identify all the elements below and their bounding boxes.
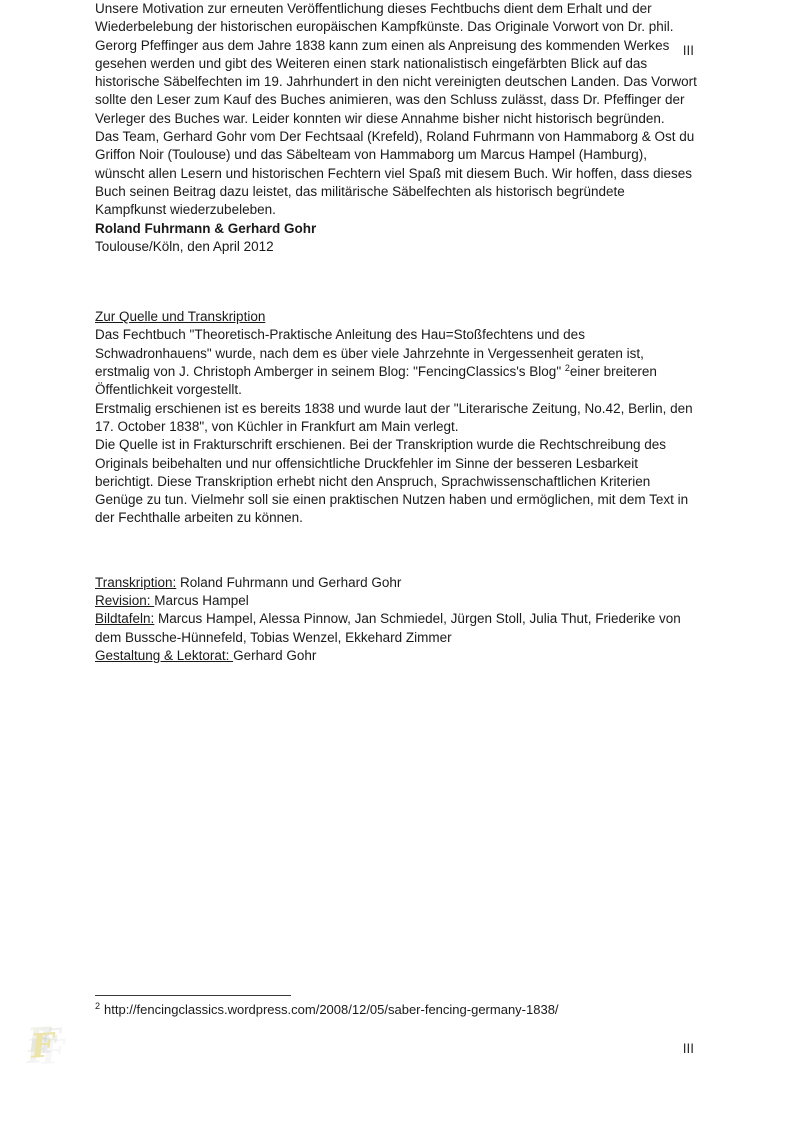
footnote-reference-marker: 2 [564,363,570,374]
credit-row-transkription [95,574,699,592]
source-paragraph-erstmalig: Erstmalig erschienen ist es bereits 1838 und wurde laut der "Literarische Zeitung, No.42, Berlin, den 17. October 1838", von Küchler in Frankfurt am Main verlegt. [95,400,693,434]
page-body [95,0,699,665]
footnote-url-link[interactable]: http://fencingclassics.wordpress.com/2008/12/05/saber-fencing-germany-1838/ [104,1002,559,1017]
footnote-area [95,995,699,1018]
source-paragraph-quelle: Die Quelle ist in Frakturschrift erschienen. Bei der Transkription wurde die Rechtschreibung des Originals beibehalten und nur offensichtliche Druckfehler im Sinne der besseren Lesbarkeit berichtigt. Diese Transkription erhebt nicht den Anspruch, Sprachwissenschaftlichen Kriterien Genüge zu tun. Vielmehr soll sie einen praktischen Nutzen haben und ermöglichen, mit dem Text in der Fechthalle arbeiten zu können. [95,437,689,526]
credit-label-gestaltung-lektorat: Gestaltung & Lektorat: [95,647,234,663]
authors-signature: Roland Fuhrmann & Gerhard Gohr [95,220,317,236]
credit-row-bildtafeln [95,610,699,647]
credit-label-transkription: Transkription: [95,574,177,590]
credits-list [95,574,699,665]
source-paragraph-fechtbuch [95,326,699,399]
page-number-footer: III [682,1041,694,1056]
fraktur-f-watermark-icon: F [29,1025,56,1066]
place-dateline: Toulouse/Köln, den April 2012 [95,238,274,254]
credit-value-gestaltung-lektorat: Gerhard Gohr [233,647,317,663]
credit-row-revision [95,592,699,610]
section-heading-quelle-transkription: Zur Quelle und Transkription [95,309,266,325]
fechtbuch-text-before-footnote-ref: Das Fechtbuch "Theoretisch-Praktische Anleitung des Hau=Stoßfechtens und des Schwadronhauens" wurde, nach dem es über viele Jahrzehnte in Vergessenheit geraten ist, erstmalig von J. Christoph Amberger in seinem Blog: "FencingClassics's Blog" [95,327,644,380]
credit-value-revision: Marcus Hampel [154,593,249,609]
credit-label-revision: Revision: [95,593,155,609]
footnote-entry [95,1001,699,1018]
footnote-separator-rule [95,995,291,996]
credit-row-gestaltung-lektorat [95,647,699,665]
fechtbuch-text-after-footnote-ref: einer breiteren Öffentlichkeit vorgestellt. [95,364,657,398]
preface-paragraph-team: Das Team, Gerhard Gohr vom Der Fechtsaal (Krefeld), Roland Fuhrmann von Hammaborg & Ost du Griffon Noir (Toulouse) und das Säbelteam von Hammaborg um Marcus Hampel (Hamburg), wünscht allen Lesern und historischen Fechtern viel Spaß mit diesem Buch. Wir hoffen, dass dieses Buch seinen Beitrag dazu leistet, das militärische Säbelfechten als historisch begründete Kampfkunst wiederzubeleben. [95,129,695,218]
preface-paragraph-motivation: Unsere Motivation zur erneuten Veröffentlichung dieses Fechtbuchs dient dem Erhalt und der Wiederbelebung der historischen europäischen Kampfkünste. Das Originale Vorwort von Dr. phil. Gerorg Pfeffinger aus dem Jahre 1838 kann zum einen als Anpreisung des kommenden Werkes gesehen werden und gibt des Weiteren einen stark nationalistisch eingefärbten Blick auf das historische Säbelfechten im 19. Jahrhundert in den nicht vereinigten deutschen Landen. Das Vorwort sollte den Leser zum Kauf des Buches animieren, was den Schluss zulässt, dass Dr. Pfeffinger der Verleger des Buches war. Leider konnten wir diese Annahme bisher nicht historisch begründen. [95,1,697,126]
credit-value-transkription: Roland Fuhrmann und Gerhard Gohr [176,574,402,590]
footnote-number: 2 [95,1001,101,1011]
credit-label-bildtafeln: Bildtafeln: [95,611,155,627]
page-number-header: III [682,43,694,58]
credit-value-bildtafeln: Marcus Hampel, Alessa Pinnow, Jan Schmiedel, Jürgen Stoll, Julia Thut, Friederike von dem Bussche-Hünnefeld, Tobias Wenzel, Ekkehard Zimmer [95,611,681,645]
